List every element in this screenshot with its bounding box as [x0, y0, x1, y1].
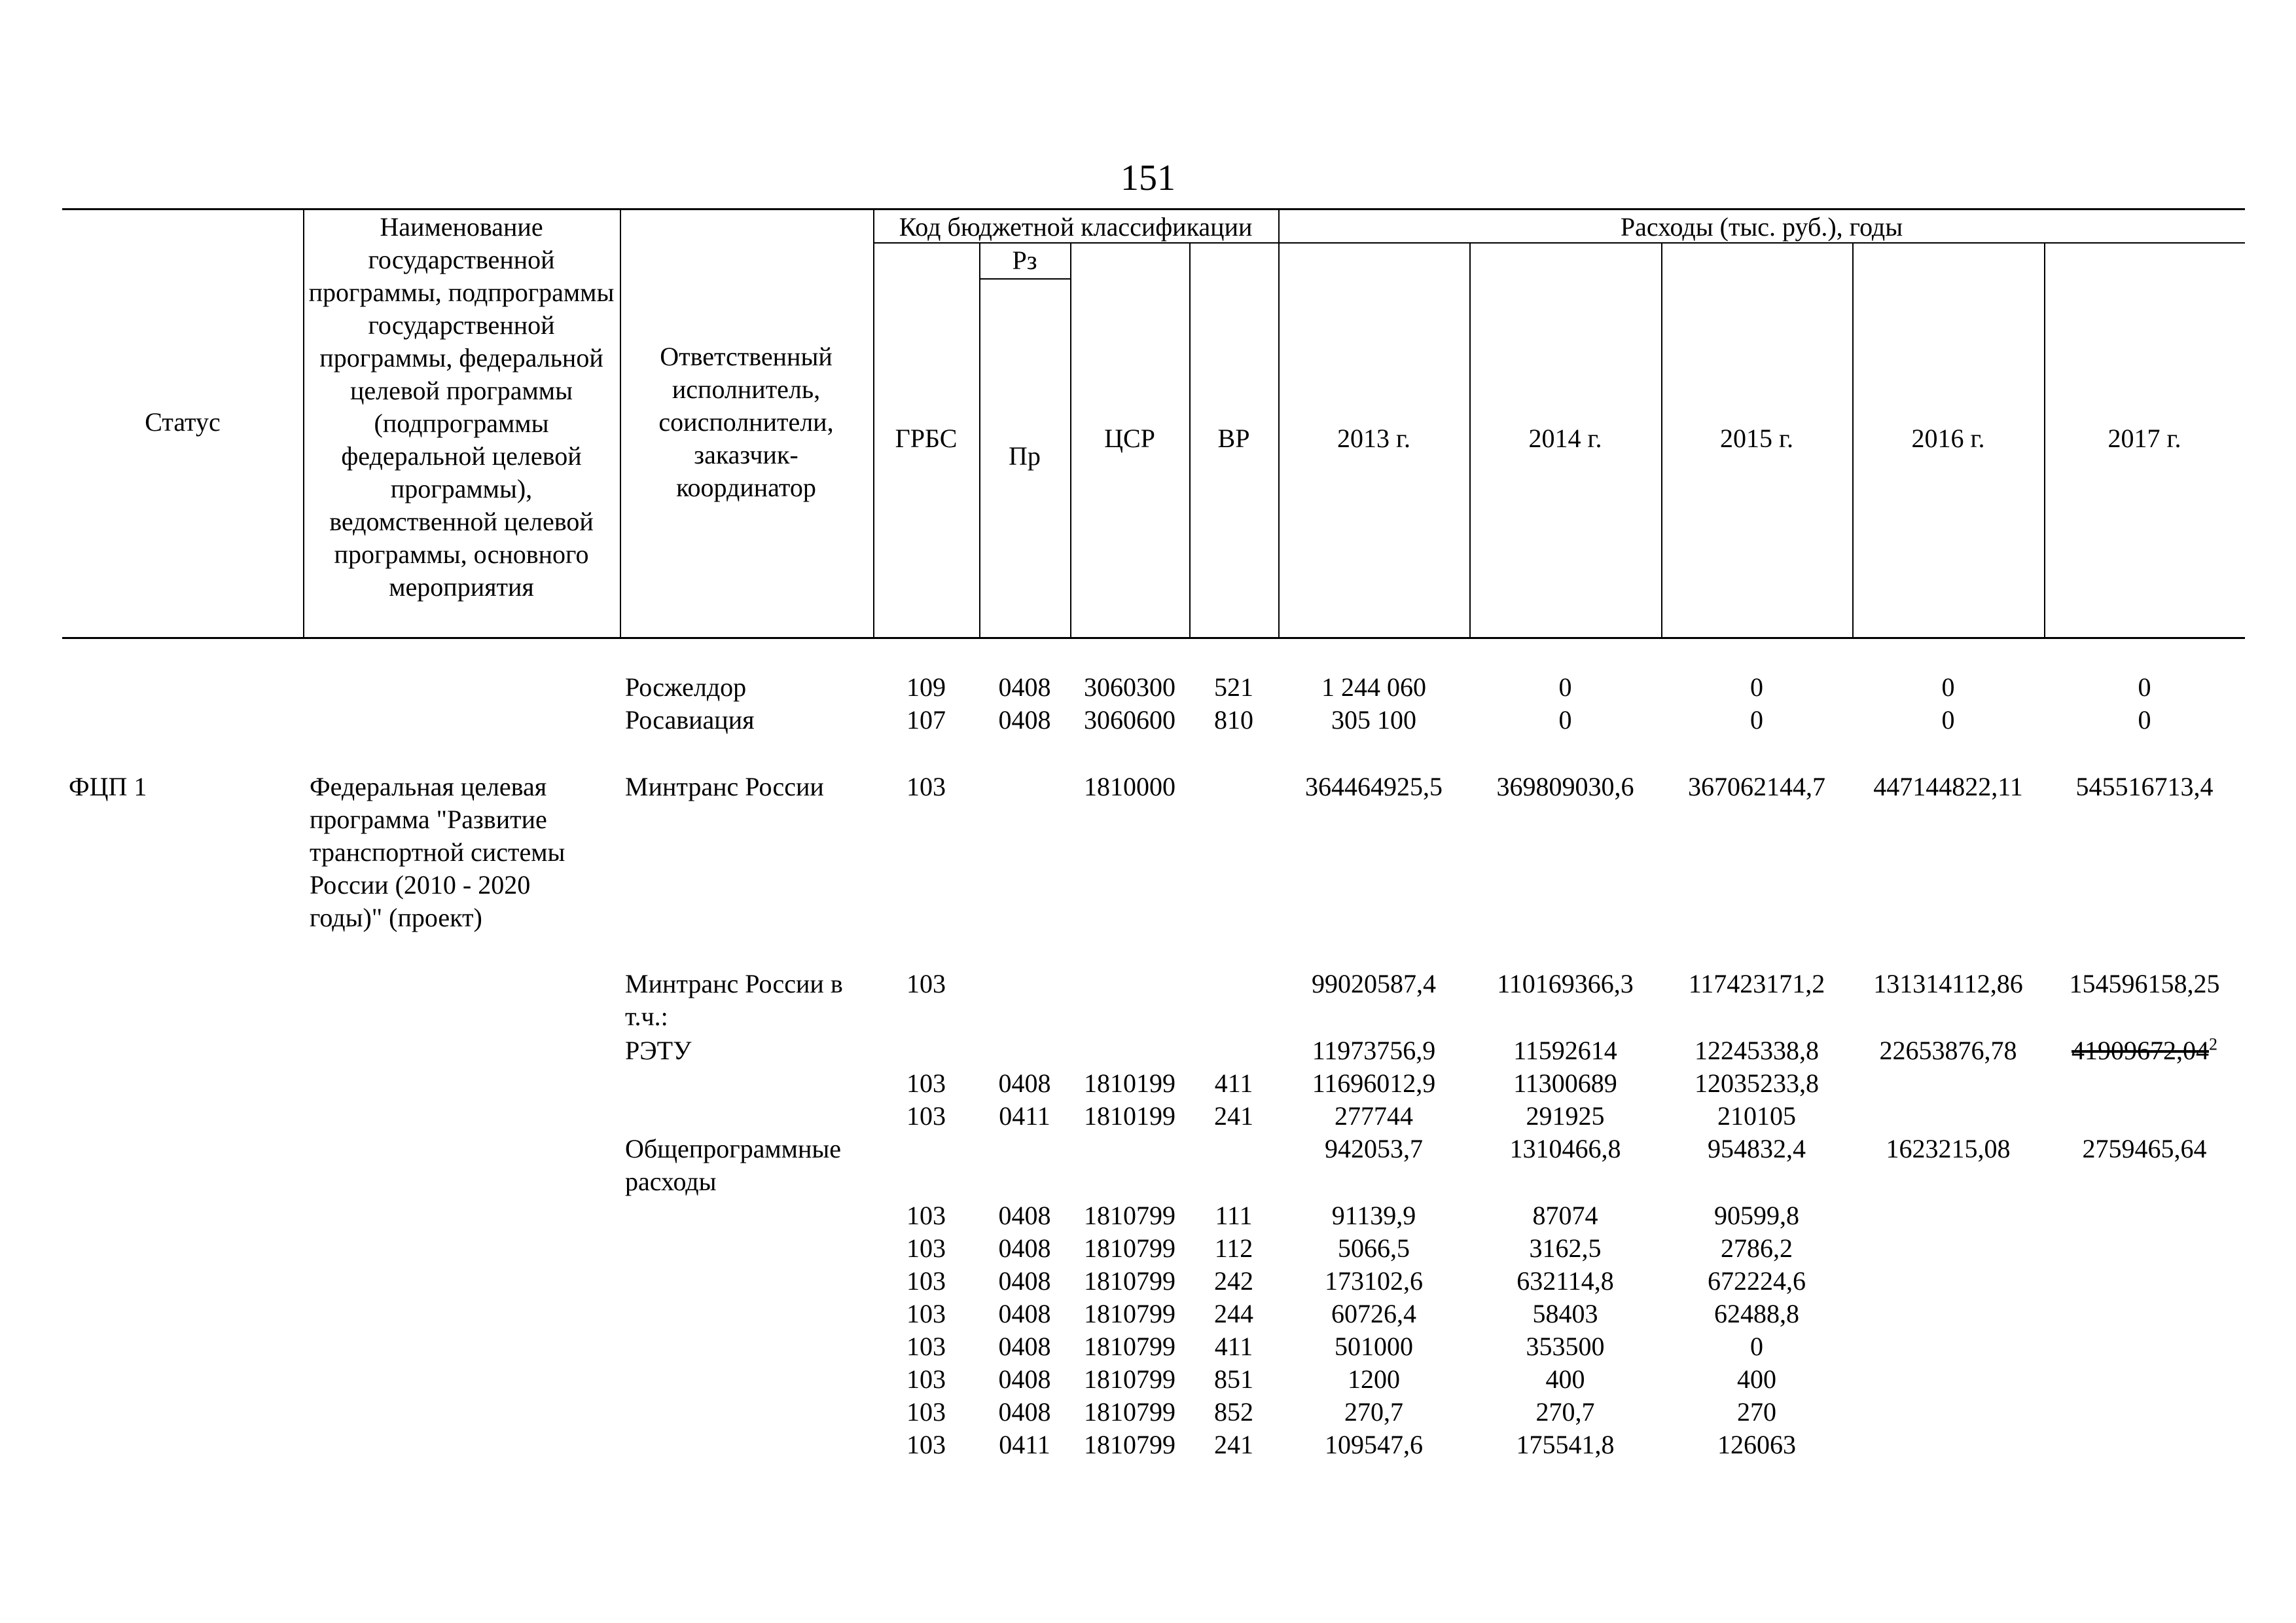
cell-vr: 111 [1215, 1201, 1253, 1230]
cell-2013: 60726,4 [1331, 1299, 1416, 1328]
cell-csr: 1810799 [1084, 1233, 1175, 1263]
cell-grbs: 103 [906, 1101, 946, 1131]
cell-rzpr: 0408 [998, 705, 1051, 735]
cell-vr: 242 [1214, 1266, 1253, 1296]
cell-vr: 241 [1214, 1430, 1253, 1459]
cell-csr: 1810799 [1084, 1364, 1175, 1394]
cell-grbs: 103 [906, 1266, 946, 1296]
cell-resp: Минтранс России [625, 772, 824, 801]
cell-2015: 400 [1737, 1364, 1776, 1394]
cell-resp: Росавиация [625, 705, 755, 735]
footnote-mark: 2 [2209, 1034, 2217, 1054]
cell-2013: 1200 [1348, 1364, 1400, 1394]
cell-status: ФЦП 1 [69, 772, 147, 801]
cell-2016: 0 [1941, 705, 1955, 735]
cell-2013: 1 244 060 [1321, 672, 1426, 702]
header-year-2017: 2017 г. [2108, 424, 2181, 453]
header-year-2015: 2015 г. [1720, 424, 1793, 453]
cell-resp: РЭТУ [625, 1036, 692, 1065]
cell-2013: 5066,5 [1338, 1233, 1410, 1263]
cell-rzpr: 0408 [998, 1266, 1051, 1296]
cell-2015: 12245338,8 [1695, 1036, 1819, 1065]
cell-2014: 400 [1545, 1364, 1585, 1394]
cell-grbs: 107 [906, 705, 946, 735]
cell-2016: 447144822,11 [1873, 772, 2023, 801]
cell-csr: 1810799 [1084, 1397, 1175, 1427]
cell-grbs: 103 [906, 1430, 946, 1459]
cell-csr: 1810799 [1084, 1201, 1175, 1230]
header-csr: ЦСР [1104, 424, 1155, 453]
cell-resp: Росжелдор [625, 672, 747, 702]
cell-2016: 22653876,78 [1879, 1036, 2017, 1065]
cell-csr: 1810799 [1084, 1332, 1175, 1361]
cell-grbs: 103 [906, 1364, 946, 1394]
cell-2015: 117423171,2 [1688, 969, 1825, 998]
cell-vr: 810 [1214, 705, 1253, 735]
cell-2014: 1310466,8 [1509, 1134, 1621, 1163]
cell-2015: 210105 [1717, 1101, 1796, 1131]
cell-2014: 11300689 [1513, 1068, 1617, 1098]
cell-csr: 1810199 [1084, 1068, 1175, 1098]
cell-2014: 175541,8 [1516, 1430, 1615, 1459]
cell-grbs: 103 [906, 1201, 946, 1230]
cell-csr: 1810000 [1084, 772, 1175, 801]
cell-2015: 0 [1750, 672, 1763, 702]
cell-rzpr: 0408 [998, 672, 1051, 702]
cell-2014: 87074 [1532, 1201, 1598, 1230]
cell-2013: 91139,9 [1331, 1201, 1416, 1230]
page-number: 151 [1121, 158, 1175, 198]
cell-2013: 364464925,5 [1305, 772, 1443, 801]
cell-rzpr: 0408 [998, 1364, 1051, 1394]
cell-rzpr: 0408 [998, 1201, 1051, 1230]
cell-2015: 12035233,8 [1695, 1068, 1819, 1098]
cell-2013: 942053,7 [1325, 1134, 1423, 1163]
cell-csr: 3060300 [1084, 672, 1175, 702]
cell-2015: 0 [1750, 1332, 1763, 1361]
cell-grbs: 103 [906, 969, 946, 998]
cell-grbs: 103 [906, 1233, 946, 1263]
cell-2013: 173102,6 [1325, 1266, 1423, 1296]
cell-2013: 109547,6 [1325, 1430, 1423, 1459]
cell-2015: 126063 [1717, 1430, 1796, 1459]
cell-2014: 353500 [1526, 1332, 1605, 1361]
cell-2016: 0 [1941, 672, 1955, 702]
cell-2013: 11973756,9 [1312, 1036, 1436, 1065]
cell-2014: 110169366,3 [1497, 969, 1634, 998]
cell-2014: 11592614 [1513, 1036, 1617, 1065]
cell-2017 [2044, 1034, 2245, 1067]
cell-2013: 305 100 [1331, 705, 1416, 735]
cell-rzpr: 0408 [998, 1299, 1051, 1328]
cell-rzpr: 0411 [999, 1101, 1050, 1131]
cell-vr: 411 [1214, 1332, 1253, 1361]
cell-2013: 501000 [1335, 1332, 1413, 1361]
cell-2014: 0 [1558, 705, 1572, 735]
cell-vr: 411 [1214, 1068, 1253, 1098]
cell-grbs: 103 [906, 772, 946, 801]
cell-2017: 0 [2138, 705, 2151, 735]
header-rz: Рз [1012, 246, 1037, 275]
cell-rzpr: 0408 [998, 1068, 1051, 1098]
cell-vr: 241 [1214, 1101, 1253, 1131]
cell-2013: 277744 [1335, 1101, 1413, 1131]
cell-grbs: 103 [906, 1068, 946, 1098]
cell-vr: 244 [1214, 1299, 1253, 1328]
header-vr: ВР [1217, 424, 1250, 453]
cell-grbs: 103 [906, 1397, 946, 1427]
cell-2017-value: 41909672,04 [2072, 1036, 2209, 1065]
cell-rzpr: 0408 [998, 1233, 1051, 1263]
cell-2014: 291925 [1526, 1101, 1605, 1131]
cell-vr: 852 [1214, 1397, 1253, 1427]
header-year-2016: 2016 г. [1911, 424, 1985, 453]
cell-2015: 0 [1750, 705, 1763, 735]
cell-2017: 0 [2138, 672, 2151, 702]
cell-2015: 90599,8 [1714, 1201, 1799, 1230]
cell-2014: 632114,8 [1516, 1266, 1614, 1296]
cell-2016: 1623215,08 [1886, 1134, 2011, 1163]
cell-resp: Общепрограммные расходы [625, 1134, 842, 1196]
cell-rzpr: 0408 [998, 1332, 1051, 1361]
cell-2014: 270,7 [1535, 1397, 1595, 1427]
cell-grbs: 103 [906, 1332, 946, 1361]
cell-csr: 1810799 [1084, 1299, 1175, 1328]
cell-2014: 0 [1558, 672, 1572, 702]
cell-resp: Минтранс России в т.ч.: [625, 969, 843, 1031]
header-name: Наименование государственной программы, подпрограммы государственной программы, федеральной целевой программы (подпрограммы федеральной целевой программы), ведомственной целевой программы, основного мероприятия [308, 212, 615, 602]
cell-2015: 367062144,7 [1688, 772, 1825, 801]
cell-2013: 11696012,9 [1312, 1068, 1436, 1098]
cell-2013: 99020587,4 [1312, 969, 1436, 998]
cell-2014: 3162,5 [1529, 1233, 1602, 1263]
cell-csr: 3060600 [1084, 705, 1175, 735]
cell-vr: 851 [1214, 1364, 1253, 1394]
cell-csr: 1810799 [1084, 1430, 1175, 1459]
header-status: Статус [145, 407, 221, 437]
cell-csr: 1810799 [1084, 1266, 1175, 1296]
cell-2015: 2786,2 [1721, 1233, 1793, 1263]
header-pr: Пр [1009, 441, 1041, 471]
header-code-group: Код бюджетной классификации [899, 212, 1253, 242]
cell-2017: 2759465,64 [2082, 1134, 2207, 1163]
cell-csr: 1810199 [1084, 1101, 1175, 1131]
cell-2015: 954832,4 [1708, 1134, 1806, 1163]
cell-rzpr: 0411 [999, 1430, 1050, 1459]
cell-grbs: 103 [906, 1299, 946, 1328]
cell-2014: 58403 [1532, 1299, 1598, 1328]
cell-2017: 545516713,4 [2075, 772, 2214, 801]
header-expenses-group: Расходы (тыс. руб.), годы [1620, 212, 1903, 242]
cell-2015: 62488,8 [1714, 1299, 1799, 1328]
cell-2014: 369809030,6 [1496, 772, 1634, 801]
header-year-2014: 2014 г. [1528, 424, 1602, 453]
cell-2017: 154596158,25 [2069, 969, 2220, 998]
cell-2015: 672224,6 [1708, 1266, 1806, 1296]
header-grbs: ГРБС [895, 424, 958, 453]
header-year-2013: 2013 г. [1337, 424, 1410, 453]
cell-rzpr: 0408 [998, 1397, 1051, 1427]
cell-vr: 521 [1214, 672, 1253, 702]
cell-2016: 131314112,86 [1873, 969, 2023, 998]
cell-name: Федеральная целевая программа "Развитие транспортной системы России (2010 - 2020 годы)" (проект) [310, 772, 565, 932]
cell-2013: 270,7 [1344, 1397, 1403, 1427]
cell-grbs: 109 [906, 672, 946, 702]
header-responsible: Ответственный исполнитель, соисполнители, заказчик-координатор [658, 342, 834, 502]
cell-vr: 112 [1214, 1233, 1253, 1263]
cell-2015: 270 [1737, 1397, 1776, 1427]
